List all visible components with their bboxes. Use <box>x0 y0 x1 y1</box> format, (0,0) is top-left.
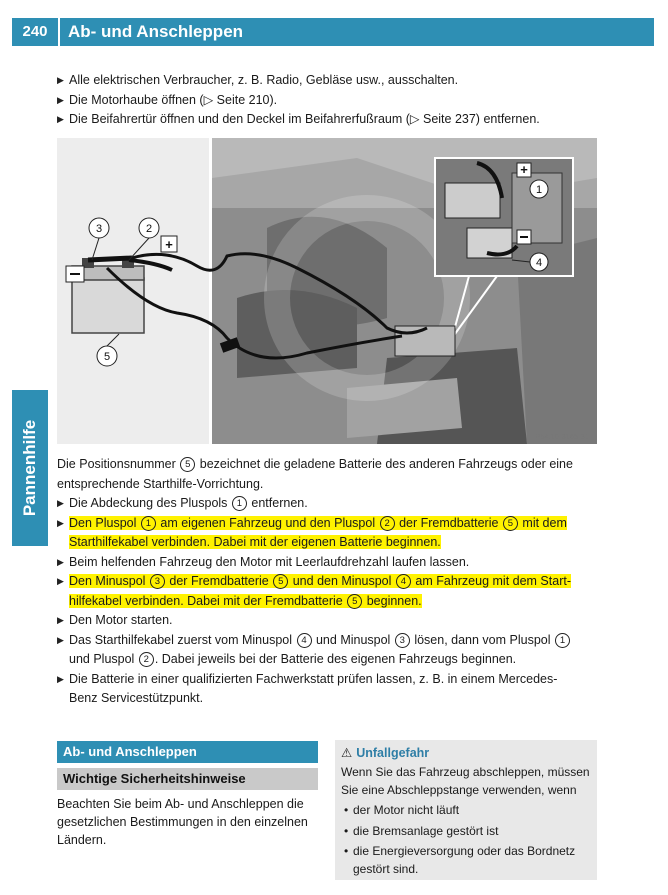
list-item: ▶ Die Motorhaube öffnen (▷ Seite 210). <box>57 91 607 111</box>
callout-4: 4 <box>535 257 543 269</box>
warning-heading <box>341 745 429 760</box>
inset-plus-sign: + <box>520 162 528 177</box>
list-item-highlighted: ▶ Den Minuspol 3 der Fremdbatterie 5 und den Minuspol 4 am Fahrzeug mit dem Start- hilfekabel verbinden. Dabei mit der Fremdbatterie 5 beginnen. <box>57 574 571 608</box>
section-subtitle: Wichtige Sicherheitshinweise <box>57 768 318 790</box>
warning-icon: ⚠ <box>341 746 353 760</box>
list-item: • die Bremsanlage gestört ist <box>341 823 593 841</box>
jump-start-figure <box>57 138 597 444</box>
bullet-arrow-icon: ▶ <box>57 576 64 586</box>
list-item-highlighted: ▶ Den Pluspol 1 am eigenen Fahrzeug und den Pluspol 2 der Fremdbatterie 5 mit dem Starthilfekabel verbinden. Dabei mit der eigenen Batterie beginnen. <box>57 515 567 549</box>
page-number: 240 <box>12 18 60 46</box>
warning-title: Unfallgefahr <box>356 746 430 760</box>
bullet-dot-icon: • <box>344 803 349 817</box>
warning-intro: Wenn Sie das Fahrzeug abschleppen, müssen Sie eine Abschleppstange verwenden, wenn <box>341 765 590 797</box>
section-text: Beachten Sie beim Ab- und Anschleppen die gesetzlichen Bestimmungen in den einzelnen Ländern. <box>57 797 308 847</box>
list-item: ▶ Die Beifahrertür öffnen und den Deckel im Beifahrerfußraum (▷ Seite 237) entfernen. <box>57 110 607 130</box>
bullet-arrow-icon: ▶ <box>57 517 64 528</box>
list-item: ▶ Den Motor starten. <box>57 611 607 631</box>
warning-body <box>341 764 593 878</box>
bullet-arrow-icon: ▶ <box>57 114 64 124</box>
figure-id: P54.10-3165-31 <box>535 432 589 441</box>
list-item: • die Energieversorgung oder das Bordnetz gestört sind. <box>344 844 576 876</box>
list-item: ▶ Das Starthilfekabel zuerst vom Minuspol 4 und Minuspol 3 lösen, dann vom Pluspol 1 und Pluspol 2 . Dabei jeweils bei der Batterie des eigenen Fahrzeugs beginnen. <box>57 631 607 670</box>
bullet-arrow-icon: ▶ <box>57 94 64 105</box>
jump-start-illustration <box>57 138 597 444</box>
bullet-dot-icon: • <box>344 844 349 858</box>
bullet-arrow-icon: ▶ <box>57 556 64 567</box>
side-tab <box>12 390 48 546</box>
position-note: Die Positionsnummer 5 bezeichnet die geladene Batterie des anderen Fahrzeugs oder eine entsprechende Starthilfe-Vorrichtung. <box>57 457 573 491</box>
callout-5: 5 <box>103 351 111 363</box>
bullet-dot-icon: • <box>344 823 349 838</box>
page-title: Ab- und Anschleppen <box>68 22 244 41</box>
list-item: ▶ Die Abdeckung des Pluspols 1 entfernen. <box>57 494 607 514</box>
bullet-arrow-icon: ▶ <box>57 498 64 508</box>
intro-bullet-list <box>57 71 607 130</box>
bullet-arrow-icon: ▶ <box>57 634 64 645</box>
list-item: ▶ Alle elektrischen Verbraucher, z. B. Radio, Gebläse usw., ausschalten. <box>57 71 607 91</box>
list-item: • der Motor nicht läuft <box>341 802 593 820</box>
callout-3: 3 <box>95 223 103 235</box>
list-item: ▶ Beim helfenden Fahrzeug den Motor mit Leerlaufdrehzahl laufen lassen. <box>57 553 607 573</box>
callout-1: 1 <box>535 184 543 196</box>
page-header <box>12 18 654 46</box>
warning-panel <box>335 740 597 880</box>
list-item: ▶ Die Batterie in einer qualifizierten Fachwerkstatt prüfen lassen, z. B. in einem Mercedes- Benz Servicestützpunkt. <box>57 671 558 705</box>
callout-2: 2 <box>145 223 153 235</box>
section-title: Ab- und Anschleppen <box>57 741 318 763</box>
bullet-arrow-icon: ▶ <box>57 615 64 625</box>
side-tab-label: Pannenhilfe <box>20 419 39 517</box>
bullet-arrow-icon: ▶ <box>57 673 64 684</box>
step-list <box>57 494 607 709</box>
number-badge: 5 <box>180 457 195 472</box>
battery-plus-sign: + <box>165 237 173 252</box>
bullet-arrow-icon: ▶ <box>57 75 64 85</box>
